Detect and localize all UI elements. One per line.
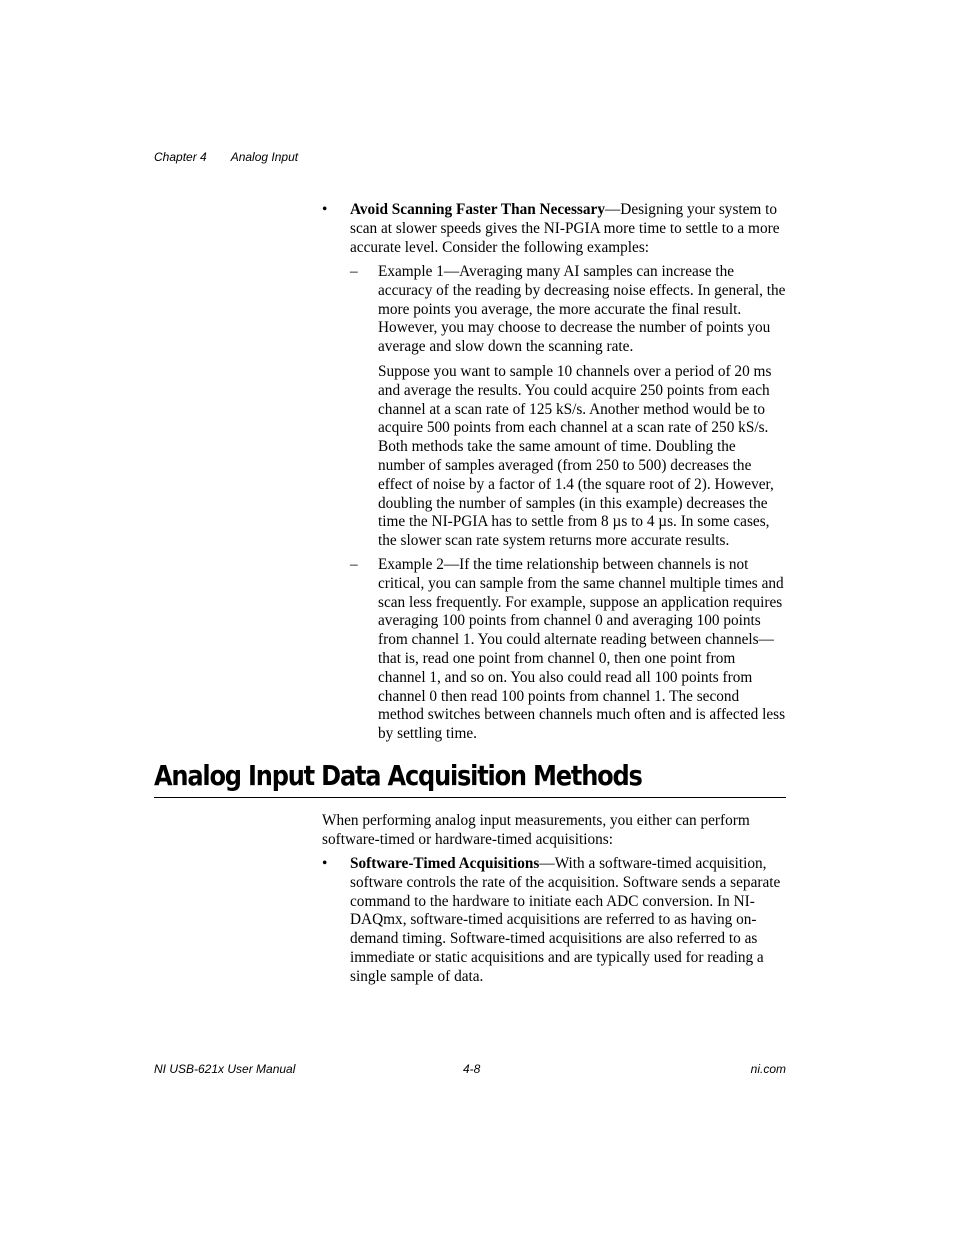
- bullet-software-timed: [350, 855, 786, 987]
- example-1-continuation-text: Suppose you want to sample 10 channels over a period of 20 ms and average the results. You could acquire 250 points from each channel at a scan rate of 125 kS/s. Another method would be to acquire 500 points from each channel at a scan rate of 250 kS/s. Both methods take the same amount of time. Doubling the number of samples averaged (from 250 to 500) decreases the effect of noise by a factor of 1.4 (the square root of 2). However, doubling the number of samples (in this example) decreases the time the NI-PGIA has to settle from 8 µs to 4 µs. In some cases, the slower scan rate system returns more accurate results.: [378, 363, 774, 550]
- section-intro: [322, 812, 786, 850]
- footer-website: ni.com: [750, 1062, 786, 1076]
- bullet-text: —With a software-timed acquisition, software controls the rate of the acquisition. Software sends a separate command to the hardware to initiate each ADC conversion. In NI-DAQmx, software-timed acquisitions are referred to as having on-demand timing. Software-timed acquisitions are also referred to as immediate or static acquisitions and are typically used for reading a single sample of data.: [350, 855, 781, 985]
- running-header: [154, 150, 298, 165]
- footer-manual-title: NI USB-621x User Manual: [154, 1062, 296, 1076]
- example-1-continuation: [378, 363, 786, 551]
- dash-marker: –: [350, 263, 358, 280]
- dash-marker: –: [350, 556, 358, 573]
- bullet-avoid-scanning: [350, 201, 786, 257]
- section-heading: Analog Input Data Acquisition Methods: [154, 759, 642, 792]
- bullet-marker: •: [322, 855, 328, 872]
- bullet-title: Software-Timed Acquisitions: [350, 855, 540, 872]
- bullet-text: —Designing your system to scan at slower speeds gives the NI-PGIA more time to settle to a more accurate level. Consider the following examples:: [350, 201, 780, 256]
- example-2-text: Example 2—If the time relationship between channels is not critical, you can sample from the same channel multiple times and scan less frequently. For example, suppose an application requires averaging 100 points from channel 0 and averaging 100 points from channel 1. You could alternate reading between channels—that is, read one point from channel 0, then one point from channel 1, and so on. You also could read all 100 points from channel 0 then read 100 points from channel 1. The second method switches between channels much often and is affected less by settling time.: [378, 556, 786, 743]
- section-label: Analog Input: [230, 150, 299, 164]
- example-2: [378, 556, 786, 744]
- heading-rule: [154, 797, 786, 798]
- bullet-marker: •: [322, 201, 328, 218]
- chapter-label: Chapter 4: [154, 150, 207, 164]
- footer-page-number: 4-8: [463, 1062, 481, 1076]
- example-1: [378, 263, 786, 357]
- section-intro-text: When performing analog input measurements, you either can perform software-timed or hardware-timed acquisitions:: [322, 812, 750, 848]
- example-1-text: Example 1—Averaging many AI samples can increase the accuracy of the reading by decreasing noise effects. In general, the more points you average, the more accurate the final result. However, you may choose to decrease the number of points you average and slow down the scanning rate.: [378, 263, 786, 356]
- bullet-title: Avoid Scanning Faster Than Necessary: [350, 201, 605, 218]
